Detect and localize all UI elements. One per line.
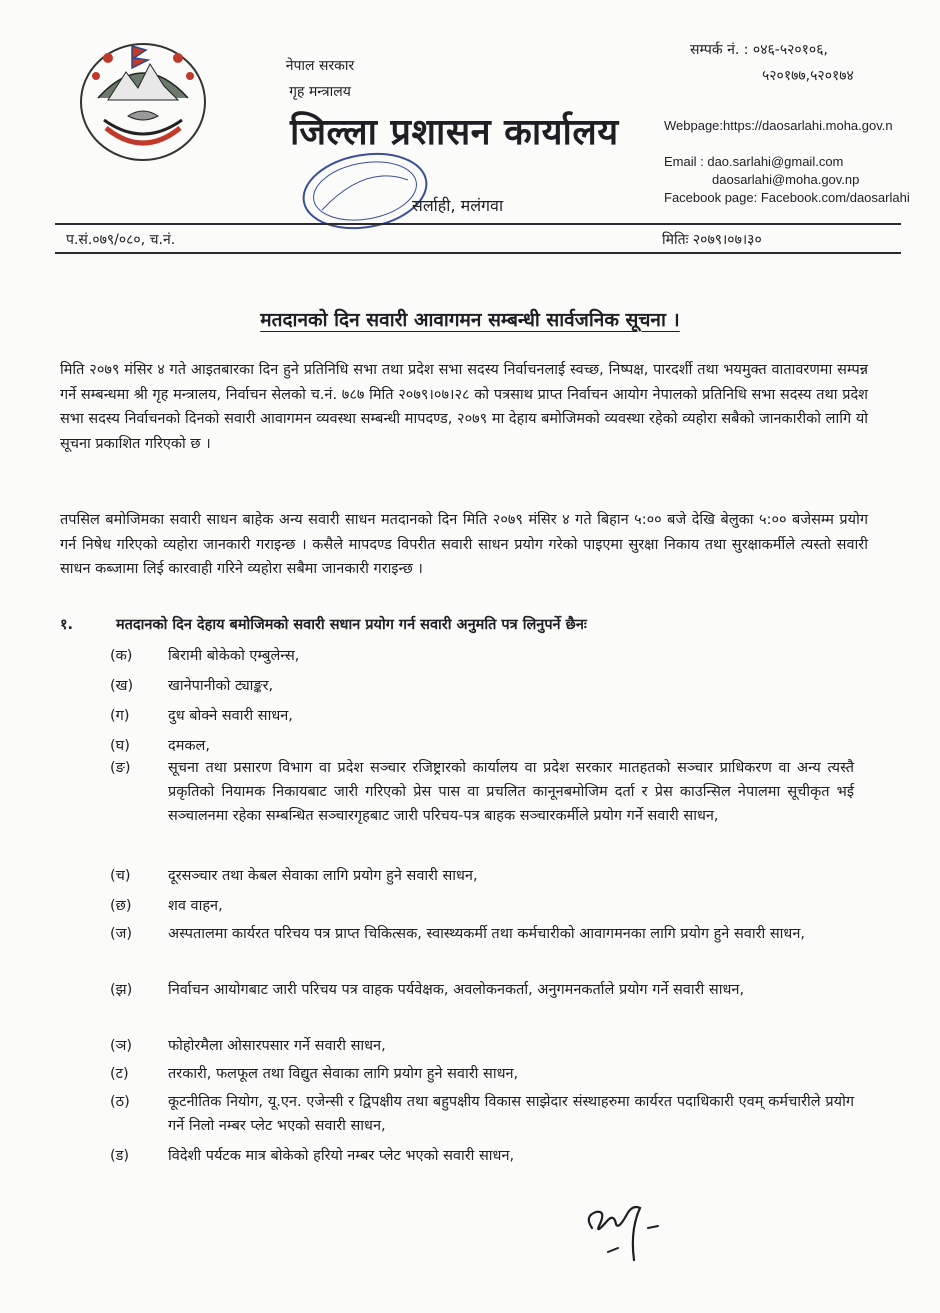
item-label: (ड) bbox=[110, 1148, 130, 1164]
ministry-name: गृह मन्त्रालय bbox=[289, 84, 351, 100]
item-label: (ज) bbox=[110, 926, 133, 942]
official-stamp bbox=[296, 150, 434, 232]
item-text: अस्पतालमा कार्यरत परिचय पत्र प्राप्त चिकित्सक, स्वास्थ्यकर्मी तथा कर्मचारीको आवागमनका लागि प्रयोग हुने सवारी साधन, bbox=[168, 926, 806, 942]
item-label: (ङ) bbox=[110, 760, 131, 776]
office-title: जिल्ला प्रशासन कार्यालय bbox=[290, 111, 619, 153]
signature-icon bbox=[578, 1190, 688, 1270]
header-rule-bottom bbox=[55, 252, 901, 254]
email-primary[interactable]: Email : dao.sarlahi@gmail.com bbox=[664, 154, 844, 169]
office-location: सर्लाही, मलंगवा bbox=[412, 196, 504, 215]
item-label: (ठ) bbox=[110, 1094, 130, 1110]
item-text: खानेपानीको ट्याङ्कर, bbox=[168, 678, 274, 694]
reference-number: प.सं.०७९/०८०, च.नं. bbox=[66, 232, 176, 248]
paragraph-2: तपसिल बमोजिमका सवारी साधन बाहेक अन्य सवारी साधन मतदानको दिन मिति २०७९ मंसिर ४ गते बिहान ५:०० बजे देखि बेलुका ५:०० बजेसम्म प्रयोग गर्न निषेध गरिएको व्यहोरा जानकारी गराइन्छ । कसैले मापदण्ड विपरीत सवारी साधन प्रयोग गरेको पाइएमा सुरक्षा निकाय तथा सुरक्षाकर्मीले त्यस्तो सवारी साधन कब्जामा लिई कारवाही गरिने व्यहोरा सबैमा जानकारी गराइन्छ । bbox=[60, 512, 868, 577]
facebook-link[interactable]: Facebook page: Facebook.com/daosarlahi bbox=[664, 190, 910, 205]
notice-title bbox=[0, 306, 940, 332]
section-number: १. bbox=[60, 617, 74, 633]
header-rule-top bbox=[55, 223, 901, 225]
item-text: दुध बोक्ने सवारी साधन, bbox=[168, 708, 293, 724]
item-text: दमकल, bbox=[168, 738, 210, 754]
contact-number-line1: सम्पर्क नं. : ०४६-५२०१०६, bbox=[690, 42, 828, 58]
item-text: तरकारी, फलफूल तथा विद्युत सेवाका लागि प्रयोग हुने सवारी साधन, bbox=[168, 1066, 519, 1082]
paragraph-1: मिति २०७९ मंसिर ४ गते आइतबारका दिन हुने प्रतिनिधि सभा तथा प्रदेश सभा सदस्य निर्वाचनलाई स्वच्छ, निष्पक्ष, पारदर्शी तथा भयमुक्त वातावरणमा सम्पन्न गर्ने सम्बन्धमा श्री गृह मन्त्रालय, निर्वाचन सेलको च.नं. ७८७ मिति २०७९।०७।२८ को पत्रसाथ प्राप्त निर्वाचन आयोग नेपालको प्रतिनिधि सभा सदस्य तथा प्रदेश सभा सदस्य निर्वाचनको दिनको सवारी आवागमन व्यवस्था सम्बन्धी मापदण्ड, २०७९ मा देहाय बमोजिमको व्यवस्था रहेको व्यहोरा सबैको जानकारीको लागि यो सूचना प्रकाशित गरिएको छ । bbox=[60, 362, 868, 452]
notice-title-text: मतदानको दिन सवारी आवागमन सम्बन्धी सार्वजनिक सूचना । bbox=[260, 309, 680, 331]
section-heading-text: मतदानको दिन देहाय बमोजिमको सवारी सधान प्रयोग गर्न सवारी अनुमति पत्र लिनुपर्ने छैनः bbox=[116, 617, 587, 633]
item-label: (झ) bbox=[110, 982, 133, 998]
contact-number-line2: ५२०१७७,५२०१७४ bbox=[762, 68, 854, 84]
webpage-link[interactable]: Webpage:https://daosarlahi.moha.gov.n bbox=[664, 118, 893, 133]
nepal-emblem-icon bbox=[68, 28, 218, 168]
item-label: (ख) bbox=[110, 678, 134, 694]
item-label: (क) bbox=[110, 648, 133, 664]
item-label: (ग) bbox=[110, 708, 130, 724]
item-label: (छ) bbox=[110, 898, 132, 914]
item-label: (ञ) bbox=[110, 1038, 133, 1054]
item-text: फोहोरमैला ओसारपसार गर्ने सवारी साधन, bbox=[168, 1038, 386, 1054]
item-text: बिरामी बोकेको एम्बुलेन्स, bbox=[168, 648, 300, 664]
letter-date: मितिः २०७९।०७।३० bbox=[662, 232, 762, 248]
item-text: सूचना तथा प्रसारण विभाग वा प्रदेश सञ्चार रजिष्ट्रारको कार्यालय वा प्रदेश सरकार मातहतको सञ्चार प्राधिकरण वा अन्य त्यस्तै प्रकृतिको नियामक निकायबाट जारी गरिएको प्रेस पास वा प्रचलित कानूनबमोजिम दर्ता र प्रेस काउन्सिल नेपालमा सूचीकृत भई सञ्चालनमा रहेका सम्बन्धित सञ्चारगृहबाट जारी परिचय-पत्र बाहक सञ्चारकर्मीले प्रयोग गर्ने सवारी साधन, bbox=[168, 760, 854, 824]
item-label: (घ) bbox=[110, 738, 130, 754]
item-text: कूटनीतिक नियोग, यू.एन. एजेन्सी र द्विपक्षीय तथा बहुपक्षीय विकास साझेदार संस्थाहरुमा कार्यरत पदाधिकारी एवम् कर्मचारीले प्रयोग गर्ने निलो नम्बर प्लेट भएको सवारी साधन, bbox=[168, 1094, 854, 1134]
email-secondary[interactable]: daosarlahi@moha.gov.np bbox=[712, 172, 860, 187]
item-text: विदेशी पर्यटक मात्र बोकेको हरियो नम्बर प्लेट भएको सवारी साधन, bbox=[168, 1148, 515, 1164]
item-label: (च) bbox=[110, 868, 131, 884]
item-text: निर्वाचन आयोगबाट जारी परिचय पत्र वाहक पर्यवेक्षक, अवलोकनकर्ता, अनुगमनकर्ताले प्रयोग गर्ने सवारी साधन, bbox=[168, 982, 745, 998]
item-text: दूरसञ्चार तथा केबल सेवाका लागि प्रयोग हुने सवारी साधन, bbox=[168, 868, 478, 884]
government-name: नेपाल सरकार bbox=[285, 58, 355, 74]
item-text: शव वाहन, bbox=[168, 898, 223, 914]
item-label: (ट) bbox=[110, 1066, 129, 1082]
